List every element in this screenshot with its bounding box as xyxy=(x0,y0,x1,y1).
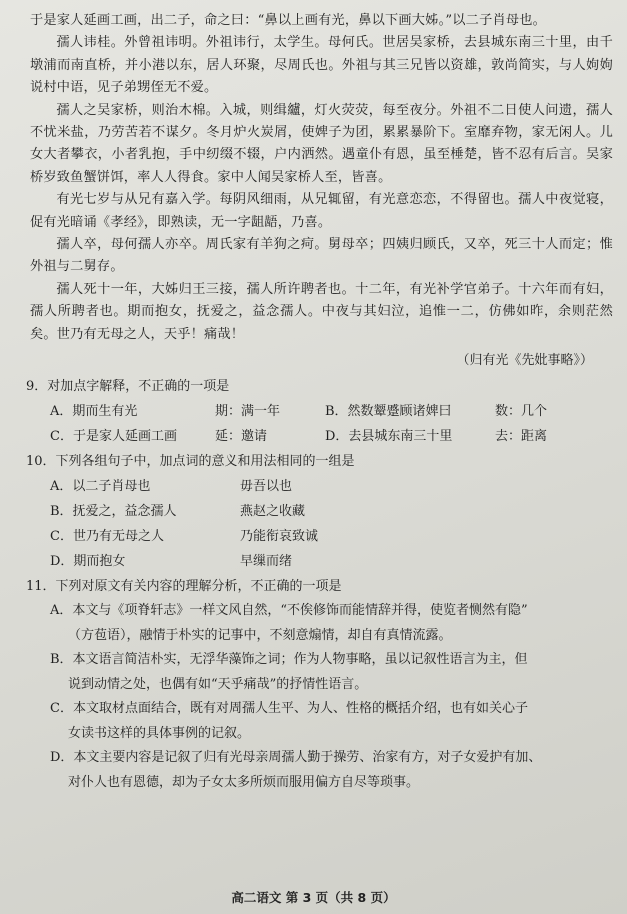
question-10-option xyxy=(30,549,613,574)
passage-source: （归有光《先妣事略》） xyxy=(456,353,593,369)
passage-paragraph: 孺人死十一年，大姊归王三接，孺人所许聘者也。十二年，有光补学官弟子。十六年而有妇，孺人所聘者也。期而抱女，抚爱之，益念孺人。中夜与其妇泣，追惟一二，仿佛如昨，余则茫然矣。世乃有无母之人，天乎！痛哉！ xyxy=(30,281,613,342)
question-9-option-text: A．期而生有光 xyxy=(50,404,138,420)
question-9-option-text: D．去县城东南三十里 xyxy=(325,429,453,445)
question-11-option-line: B．本文语言简洁朴实，无浮华藻饰之词；作为人物事略，虽以记叙性语言为主，但 xyxy=(50,652,528,668)
question-9-option-text: C．于是家人延画工画 xyxy=(50,429,177,445)
question-10-option xyxy=(30,474,613,499)
question-11-stem: 11．下列对原文有关内容的理解分析，不正确的一项是 xyxy=(26,579,342,595)
passage-paragraph: 于是家人延画工画，出二子，命之曰：“鼻以上画有光，鼻以下画大姊。”以二子肖母也。 xyxy=(30,13,547,28)
question-9-option-text: 去：距离 xyxy=(495,429,548,445)
question-9-option-text: 延：邀请 xyxy=(215,429,268,445)
question-10-sentence-a: D．期而抱女 xyxy=(50,554,126,570)
question-9-option-row xyxy=(30,424,613,449)
question-11-option-continuation: 说到动情之处，也偶有如“天乎痛哉”的抒情性语言。 xyxy=(68,676,368,692)
question-9-options xyxy=(30,399,613,449)
question-11-option-line: C．本文取材点面结合，既有对周孺人生平、为人、性格的概括介绍，也有如关心子 xyxy=(50,701,528,717)
question-11-option xyxy=(30,746,613,795)
question-11-option-continuation: （方苞语），融情于朴实的记事中，不刻意煽情，却自有真情流露。 xyxy=(68,627,452,643)
question-10-sentence-a: C．世乃有无母之人 xyxy=(50,529,164,545)
question-10-sentence-b: 乃能衔哀致诚 xyxy=(240,529,319,545)
passage-paragraph: 孺人卒，母何孺人亦卒。周氏家有羊狗之疴。舅母卒；四姨归顾氏，又卒，死三十人而定；惟外祖与二舅存。 xyxy=(30,237,613,275)
passage-paragraph: 有光七岁与从兄有嘉入学。每阴风细雨，从兄辄留，有光意恋恋，不得留也。孺人中夜觉寝，促有光暗诵《孝经》，即熟读，无一字龃龉，乃喜。 xyxy=(30,192,613,230)
question-11-option xyxy=(30,697,613,746)
question-10-sentence-b: 毋吾以也 xyxy=(240,479,293,495)
question-10-sentence-b: 早缫而绪 xyxy=(240,554,293,570)
passage-paragraph: 孺人之吴家桥，则治木棉。入城，则缉纑，灯火荧荧，每至夜分。外祖不二日使人问遗，孺人不忧米盐，乃劳苦若不谋夕。冬月炉火炭屑，使婢子为团，累累暴阶下。室靡弃物，家无闲人。儿女大者攀衣，小者乳抱，手中纫缀不辍，户内洒然。遇童仆有恩，虽至棰楚，皆不忍有后言。吴家桥岁致鱼蟹饼饵，率人人得食。家中人闻吴家桥人至，皆喜。 xyxy=(30,102,613,185)
question-10-option xyxy=(30,524,613,549)
question-11-option-line: D．本文主要内容是记叙了归有光母亲周孺人勤于操劳、治家有方，对子女爱护有加、 xyxy=(50,750,542,766)
question-10-sentence-a: B．抚爱之，益念孺人 xyxy=(50,504,177,520)
question-11-option xyxy=(30,648,613,697)
passage-paragraph: 孺人讳桂。外曾祖讳明。外祖讳行，太学生。母何氏。世居吴家桥，去县城东南三十里，由千墩浦而南直桥，并小港以东，居人环聚，尽周氏也。外祖与其三兄皆以资雄，敦尚简实，与人姁姁说村中语，见子弟甥侄无不爱。 xyxy=(30,35,613,96)
question-11 xyxy=(26,574,613,795)
passage xyxy=(30,10,613,346)
question-10 xyxy=(26,449,613,574)
question-9-option-text: 期：满一年 xyxy=(215,404,281,420)
question-9-option-text: B．然数颦蹙顾诸婢曰 xyxy=(325,404,452,420)
question-10-option xyxy=(30,499,613,524)
question-10-sentence-b: 燕赵之收藏 xyxy=(240,504,306,520)
question-9-option-row xyxy=(30,399,613,424)
question-9-stem: 9．对加点字解释，不正确的一项是 xyxy=(26,379,230,395)
question-10-sentence-a: A．以二子肖母也 xyxy=(50,479,151,495)
question-11-option-continuation: 对仆人也有恩德，却为子女太多所烦而服用偏方自尽等琐事。 xyxy=(68,774,420,790)
question-9-option-text: 数：几个 xyxy=(495,404,548,420)
question-11-option-continuation: 女读书这样的具体事例的记叙。 xyxy=(68,725,251,741)
question-11-option-line: A．本文与《项脊轩志》一样文风自然，“不俟修饰而能情辞并得，使览者恻然有隐” xyxy=(50,603,528,619)
page-footer: 高二语文 第 3 页（共 8 页） xyxy=(231,890,396,905)
question-10-options xyxy=(30,474,613,574)
question-11-options xyxy=(30,599,613,795)
question-9 xyxy=(26,374,613,449)
question-11-option xyxy=(30,599,613,648)
question-10-stem: 10．下列各组句子中，加点词的意义和用法相同的一组是 xyxy=(26,454,355,470)
